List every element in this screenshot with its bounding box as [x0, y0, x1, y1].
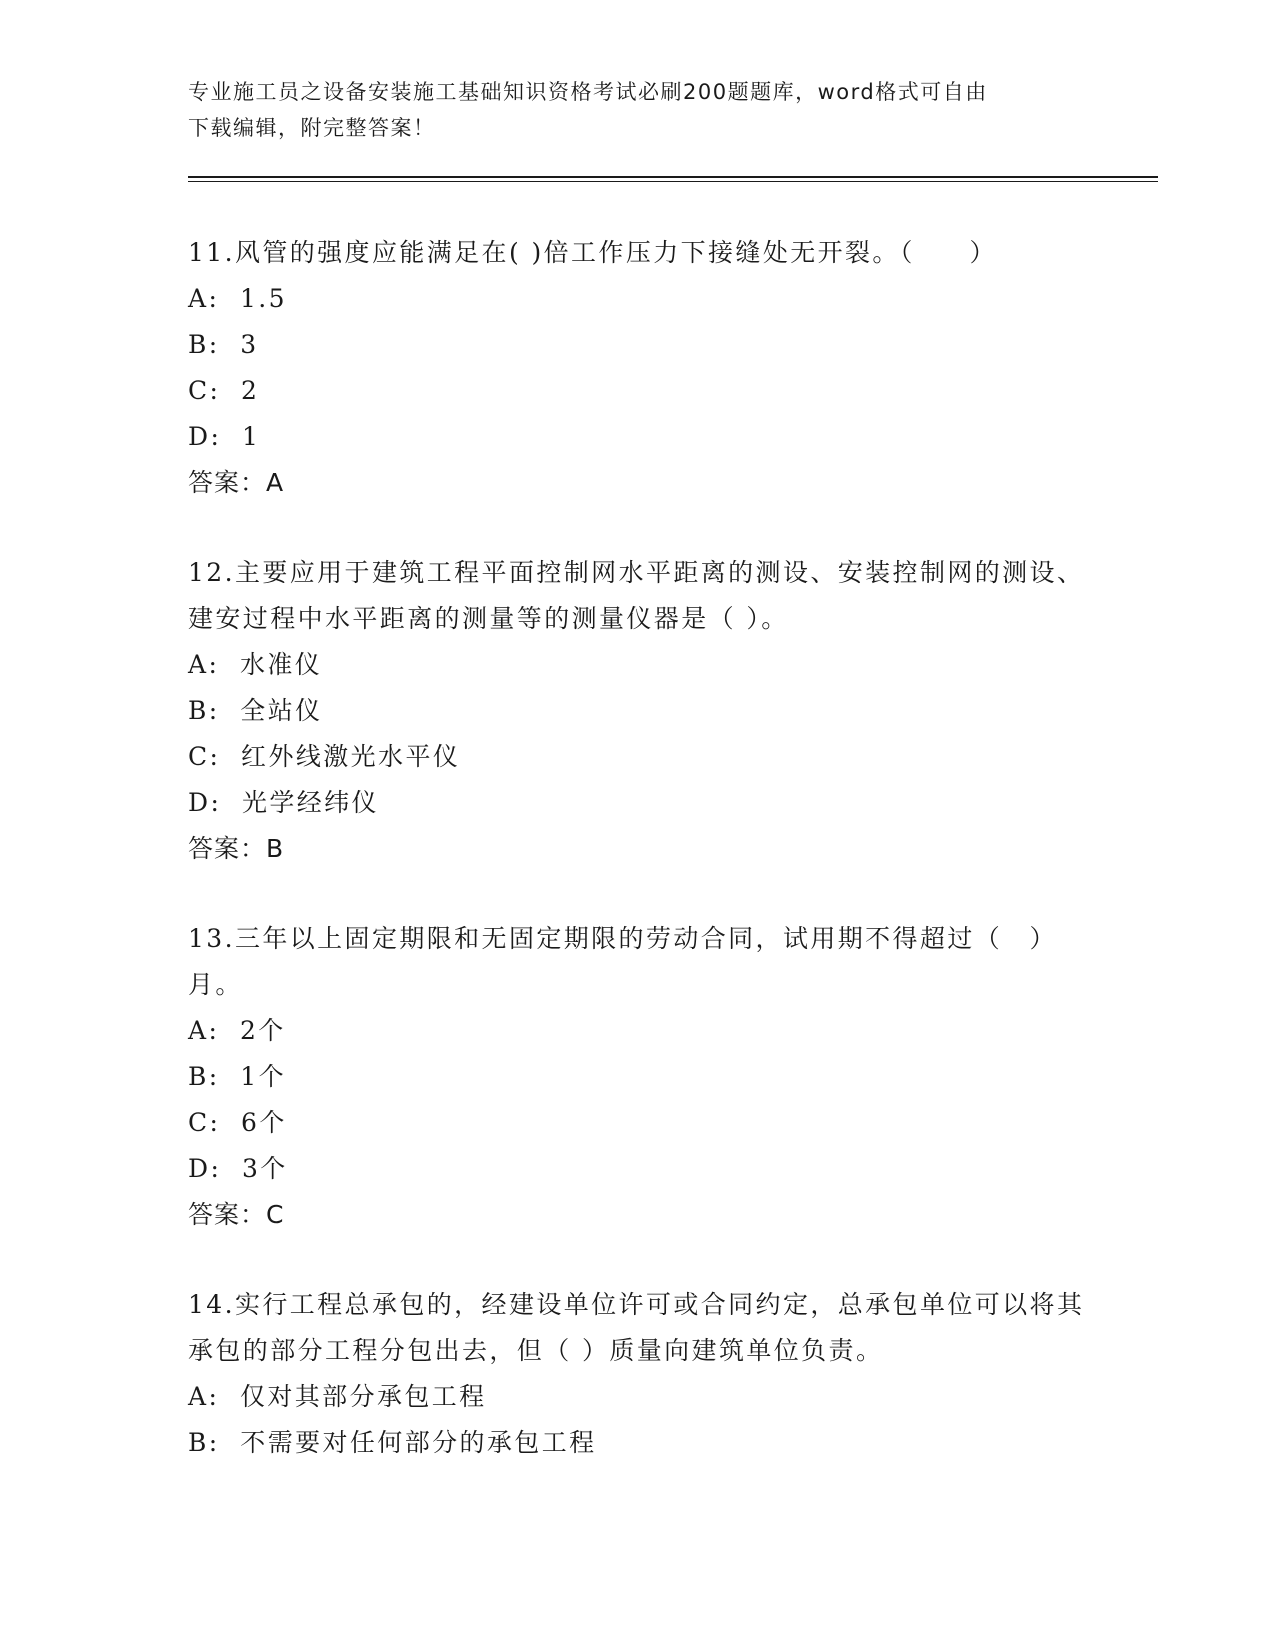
question-13 [188, 916, 1088, 1238]
option-a: A: 仅对其部分承包工程 [188, 1382, 487, 1411]
header-line-2: 下载编辑，附完整答案！ [188, 116, 436, 140]
question-11 [188, 230, 1088, 506]
question-list [188, 230, 1088, 1510]
option-d: D: 1 [188, 422, 261, 451]
question-stem: 14.实行工程总承包的，经建设单位许可或合同约定，总承包单位可以将其承包的部分工程分包出去，但（ ）质量向建筑单位负责。 [188, 1290, 1085, 1365]
answer-line: 答案：A [188, 468, 285, 497]
option-a: A: 2个 [188, 1016, 286, 1045]
header-rule-thin [188, 181, 1158, 182]
question-12 [188, 550, 1088, 872]
header-rule-thick [188, 176, 1158, 178]
question-stem: 11.风管的强度应能满足在( )倍工作压力下接缝处无开裂。（ ） [188, 238, 997, 267]
option-a: A: 1.5 [188, 284, 287, 313]
option-b: B: 3 [188, 330, 259, 359]
document-header [188, 74, 1088, 146]
option-a: A: 水准仪 [188, 650, 323, 679]
option-b: B: 全站仪 [188, 696, 323, 725]
question-14 [188, 1282, 1088, 1466]
answer-line: 答案：C [188, 1200, 285, 1229]
option-d: D: 3个 [188, 1154, 288, 1183]
option-c: C: 6个 [188, 1108, 287, 1137]
option-c: C: 红外线激光水平仪 [188, 742, 461, 771]
answer-line: 答案：B [188, 834, 285, 863]
question-stem: 13.三年以上固定期限和无固定期限的劳动合同，试用期不得超过（ ）月。 [188, 924, 1057, 999]
option-d: D: 光学经纬仪 [188, 788, 379, 817]
question-stem: 12.主要应用于建筑工程平面控制网水平距离的测设、安装控制网的测设、建安过程中水平距离的测量等的测量仪器是（ ）。 [188, 558, 1085, 633]
option-b: B: 1个 [188, 1062, 286, 1091]
option-c: C: 2 [188, 376, 260, 405]
header-line-1: 专业施工员之设备安装施工基础知识资格考试必刷200题题库，word格式可自由 [188, 80, 988, 104]
option-b: B: 不需要对任何部分的承包工程 [188, 1428, 597, 1457]
